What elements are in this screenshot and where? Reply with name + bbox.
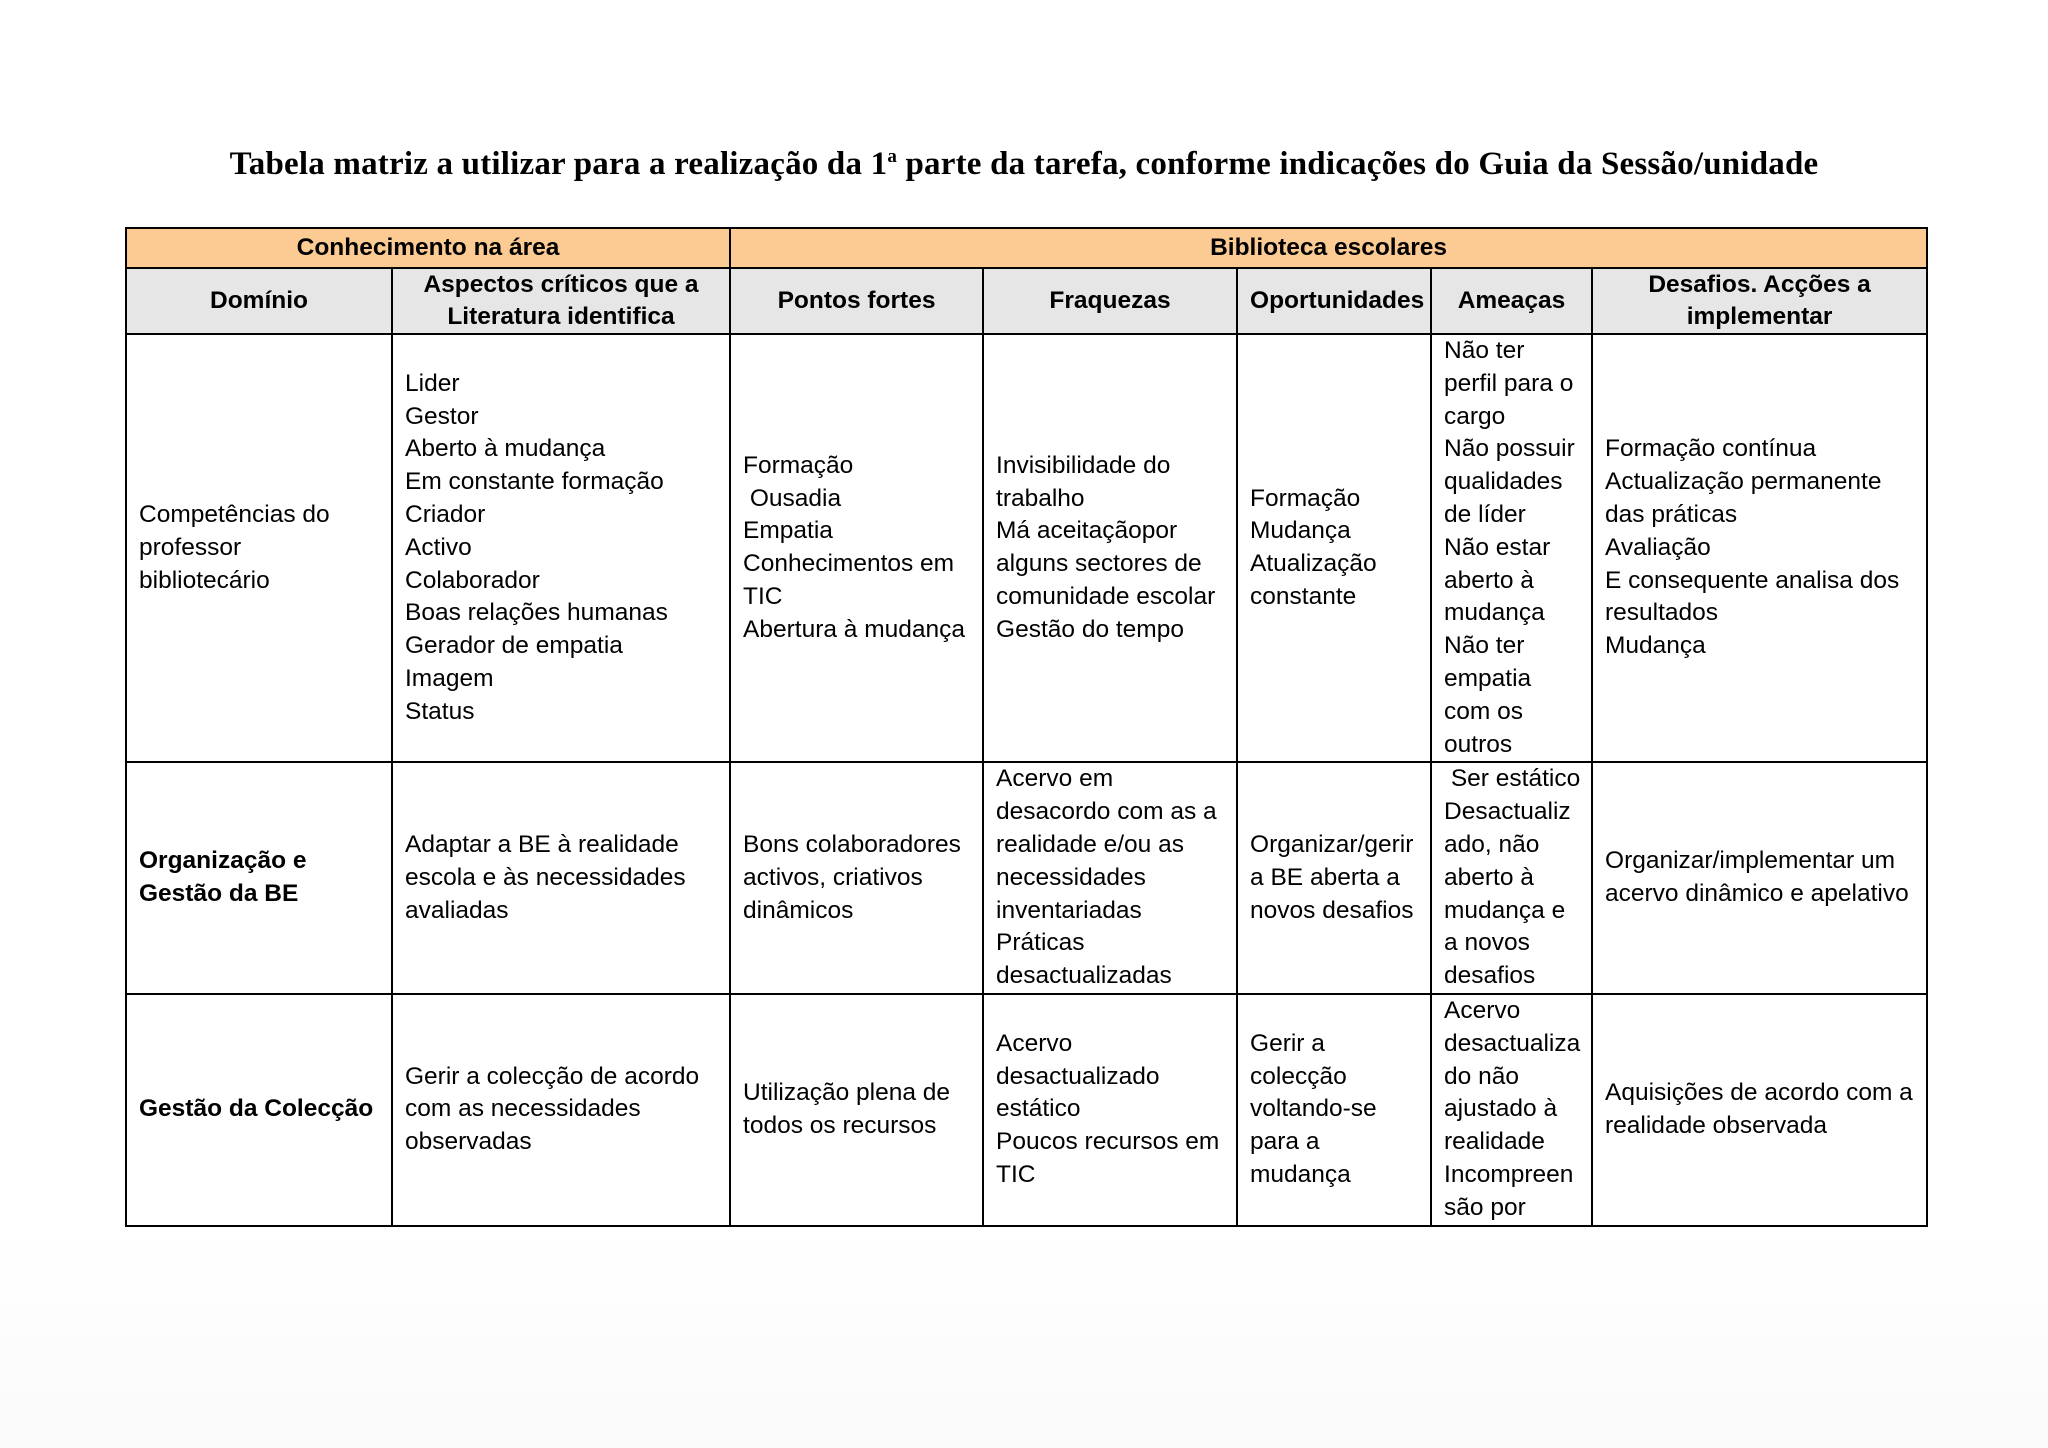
cell-line: Gestão da BE [139,880,299,908]
cell-line: Mudança [1250,517,1351,545]
column-header-desafios [1592,268,1927,334]
cell-line: de líder [1444,500,1526,528]
cell-line: Invisibilidade do [996,451,1171,479]
cell-line: para a [1250,1128,1320,1156]
group-header-row [126,228,1927,268]
cell-aspectos [392,994,730,1226]
cell-line: com as necessidades [405,1095,641,1123]
page-background [0,1230,2048,1448]
header-line: Desafios. Acções a [1648,271,1871,298]
column-header-pontos-fortes [730,268,983,334]
cell-aspectos [392,762,730,994]
cell-line: Má aceitaçãopor [996,517,1178,545]
cell-line: Formação [1250,484,1361,512]
cell-line: comunidade escolar [996,582,1216,610]
cell-line: Adaptar a BE à realidade [405,830,679,858]
cell-line: Gestão da Colecção [139,1095,374,1123]
cell-line: Lider [405,369,460,397]
cell-line: das práticas [1605,500,1738,528]
cell-line: perfil para o [1444,369,1574,397]
cell-line: aberto à [1444,566,1534,594]
cell-line: trabalho [996,484,1085,512]
cell-line: Formação contínua [1605,435,1817,463]
cell-line: novos desafios [1250,896,1414,924]
cell-line: Acervo [996,1029,1073,1057]
cell-line: Criador [405,500,486,528]
cell-line: Status [405,697,475,725]
cell-line: TIC [996,1160,1036,1188]
cell-line: alguns sectores de [996,550,1202,578]
table-row [126,994,1927,1226]
group-header-biblioteca: Biblioteca escolares [730,228,1927,268]
cell-line: Mudança [1605,632,1706,660]
table-body [126,334,1927,1226]
cell-line: Gerir a [1250,1029,1325,1057]
cell-line: professor [139,533,242,561]
cell-line: mudança e [1444,896,1566,924]
cell-pontos-fortes [730,334,983,762]
cell-line: Abertura à mudança [743,615,966,643]
cell-line: activos, criativos [743,863,923,891]
cell-line: mudança [1444,599,1545,627]
cell-ameacas [1431,762,1592,994]
cell-line: desacordo com as a [996,798,1217,826]
cell-line: Actualização permanente [1605,468,1882,496]
cell-aspectos [392,334,730,762]
cell-line: Gerir a colecção de acordo [405,1062,700,1090]
cell-line: Incompreen [1444,1160,1574,1188]
cell-line: cargo [1444,402,1506,430]
cell-line: Gestor [405,402,479,430]
cell-line: voltando-se [1250,1095,1377,1123]
cell-line: Empatia [743,517,833,545]
cell-line: escola e às necessidades [405,863,686,891]
cell-line: Não possuir [1444,435,1575,463]
column-header-fraquezas [983,268,1237,334]
cell-pontos-fortes [730,762,983,994]
header-line: Ameaças [1457,287,1566,314]
cell-line: Conhecimentos em [743,550,955,578]
cell-line: Em constante formação [405,468,664,496]
cell-oportunidades [1237,334,1431,762]
cell-line: Não ter [1444,632,1525,660]
cell-line: observadas [405,1128,532,1156]
cell-line: dinâmicos [743,896,854,924]
cell-line: Organizar/gerir [1250,830,1414,858]
cell-line: Não ter [1444,337,1525,364]
cell-line: Competências do [139,500,330,528]
swot-matrix-table [125,227,1928,1227]
cell-line: ajustado à [1444,1095,1558,1123]
column-header-row [126,268,1927,334]
group-header-conhecimento: Conhecimento na área [126,228,730,268]
cell-line: desactualizadas [996,962,1172,990]
cell-line: Acervo em [996,765,1114,793]
cell-line: E consequente analisa dos [1605,566,1900,594]
title-suffix: parte da tarefa, conforme indicações do Guia da Sessão/unidade [897,146,1819,182]
column-header-aspectos [392,268,730,334]
cell-line: Práticas [996,929,1085,957]
cell-domain [126,994,392,1226]
cell-line: Poucos recursos em [996,1128,1220,1156]
cell-desafios [1592,334,1927,762]
cell-line: outros [1444,730,1513,758]
cell-line: são por [1444,1193,1526,1221]
cell-desafios [1592,762,1927,994]
cell-fraquezas [983,762,1237,994]
cell-line: Não estar [1444,533,1551,561]
header-line: implementar [1686,303,1833,330]
cell-line: TIC [743,582,783,610]
cell-fraquezas [983,334,1237,762]
cell-line: com os [1444,697,1523,725]
cell-line: Formação [743,451,854,479]
cell-line: realidade [1444,1128,1545,1156]
column-header-oportunidades [1237,268,1431,334]
cell-line: Aquisições de acordo com a [1605,1078,1913,1106]
cell-pontos-fortes [730,994,983,1226]
cell-line: aberto à [1444,863,1534,891]
cell-oportunidades [1237,762,1431,994]
cell-line: resultados [1605,599,1719,627]
cell-line: Gerador de empatia [405,632,623,660]
cell-line: Gestão do tempo [996,615,1184,643]
cell-line: Acervo [1444,996,1521,1024]
cell-line: a novos [1444,929,1530,957]
cell-line: Imagem [405,664,494,692]
cell-line: Utilização plena de [743,1078,951,1106]
title-superscript: a [887,146,898,167]
cell-line: a BE aberta a [1250,863,1400,891]
cell-line: Desactualiz [1444,798,1571,826]
cell-line: bibliotecário [139,566,270,594]
cell-line: Ser estático [1444,765,1581,793]
cell-ameacas [1431,994,1592,1226]
cell-line: realidade e/ou as [996,830,1184,858]
cell-line: necessidades [996,863,1146,891]
cell-line: Boas relações humanas [405,599,668,627]
cell-line: empatia [1444,664,1532,692]
cell-line: acervo dinâmico e apelativo [1605,880,1909,908]
cell-ameacas [1431,334,1592,762]
cell-line: estático [996,1095,1081,1123]
cell-oportunidades [1237,994,1431,1226]
header-line: Oportunidades [1250,287,1425,314]
cell-fraquezas [983,994,1237,1226]
table-row [126,334,1927,762]
cell-line: do não [1444,1062,1519,1090]
cell-line: mudança [1250,1160,1351,1188]
cell-line: Ousadia [743,484,842,512]
cell-line: Organizar/implementar um [1605,847,1896,875]
cell-line: desactualiza [1444,1029,1581,1057]
cell-line: colecção [1250,1062,1347,1090]
cell-domain [126,762,392,994]
cell-line: realidade observada [1605,1111,1828,1139]
cell-line: Avaliação [1605,533,1711,561]
header-line: Aspectos críticos que a [423,271,699,298]
cell-desafios [1592,994,1927,1226]
cell-line: inventariadas [996,896,1142,924]
header-line: Domínio [210,287,308,314]
column-header-dominio [126,268,392,334]
cell-line: Colaborador [405,566,540,594]
cell-line: avaliadas [405,896,509,924]
column-header-ameacas [1431,268,1592,334]
title-prefix: Tabela matriz a utilizar para a realização da 1 [229,146,888,182]
cell-line: Atualização [1250,550,1377,578]
cell-line: constante [1250,582,1357,610]
document-title [0,146,2048,183]
table-row [126,762,1927,994]
cell-line: desactualizado [996,1062,1160,1090]
cell-line: Bons colaboradores [743,830,961,858]
cell-domain [126,334,392,762]
cell-line: Organização e [139,847,307,875]
cell-line: ado, não [1444,830,1540,858]
cell-line: desafios [1444,962,1536,990]
cell-line: todos os recursos [743,1111,937,1139]
header-line: Pontos fortes [777,287,936,314]
header-line: Literatura identifica [447,303,675,330]
header-line: Fraquezas [1049,287,1171,314]
cell-line: qualidades [1444,468,1563,496]
cell-line: Aberto à mudança [405,435,606,463]
cell-line: Activo [405,533,472,561]
